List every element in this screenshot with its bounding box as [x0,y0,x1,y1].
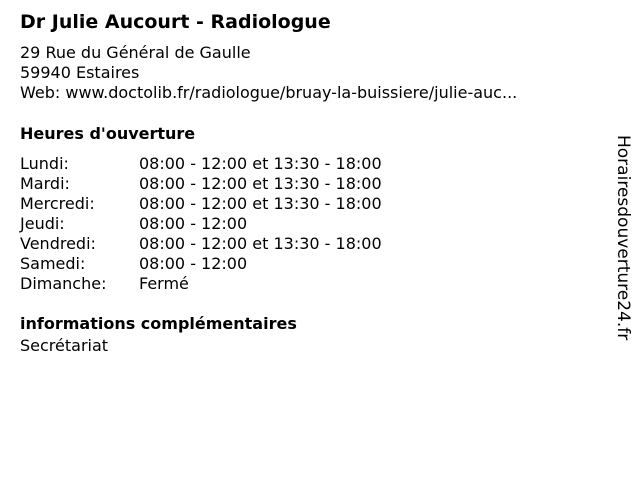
day-label: Lundi: [20,154,69,173]
site-watermark: Horairesdouverture24.fr [613,135,633,341]
secretariat-text: Secrétariat [20,336,109,355]
day-label: Mardi: [20,174,70,193]
time-value: 08:00 - 12:00 et 13:30 - 18:00 [139,234,382,253]
page-title: Dr Julie Aucourt - Radiologue [20,11,331,33]
time-value: 08:00 - 12:00 et 13:30 - 18:00 [139,194,382,213]
day-label: Mercredi: [20,194,95,213]
website-text: Web: www.doctolib.fr/radiologue/bruay-la-buissiere/julie-auc... [20,83,518,102]
address-block [20,43,517,103]
day-label: Vendredi: [20,234,96,253]
street-address: 29 Rue du Général de Gaulle [20,43,251,62]
opening-hours-heading: Heures d'ouverture [20,124,196,143]
day-label: Jeudi: [20,214,65,233]
time-value: 08:00 - 12:00 et 13:30 - 18:00 [139,154,382,173]
day-label: Samedi: [20,254,86,273]
time-value: 08:00 - 12:00 et 13:30 - 18:00 [139,174,382,193]
additional-info-heading: informations complémentaires [20,314,297,333]
day-label: Dimanche: [20,274,107,293]
time-value: Fermé [139,274,189,293]
city-address: 59940 Estaires [20,63,140,82]
additional-info-text [20,316,108,356]
time-value: 08:00 - 12:00 [139,254,248,273]
time-value: 08:00 - 12:00 [139,214,248,233]
